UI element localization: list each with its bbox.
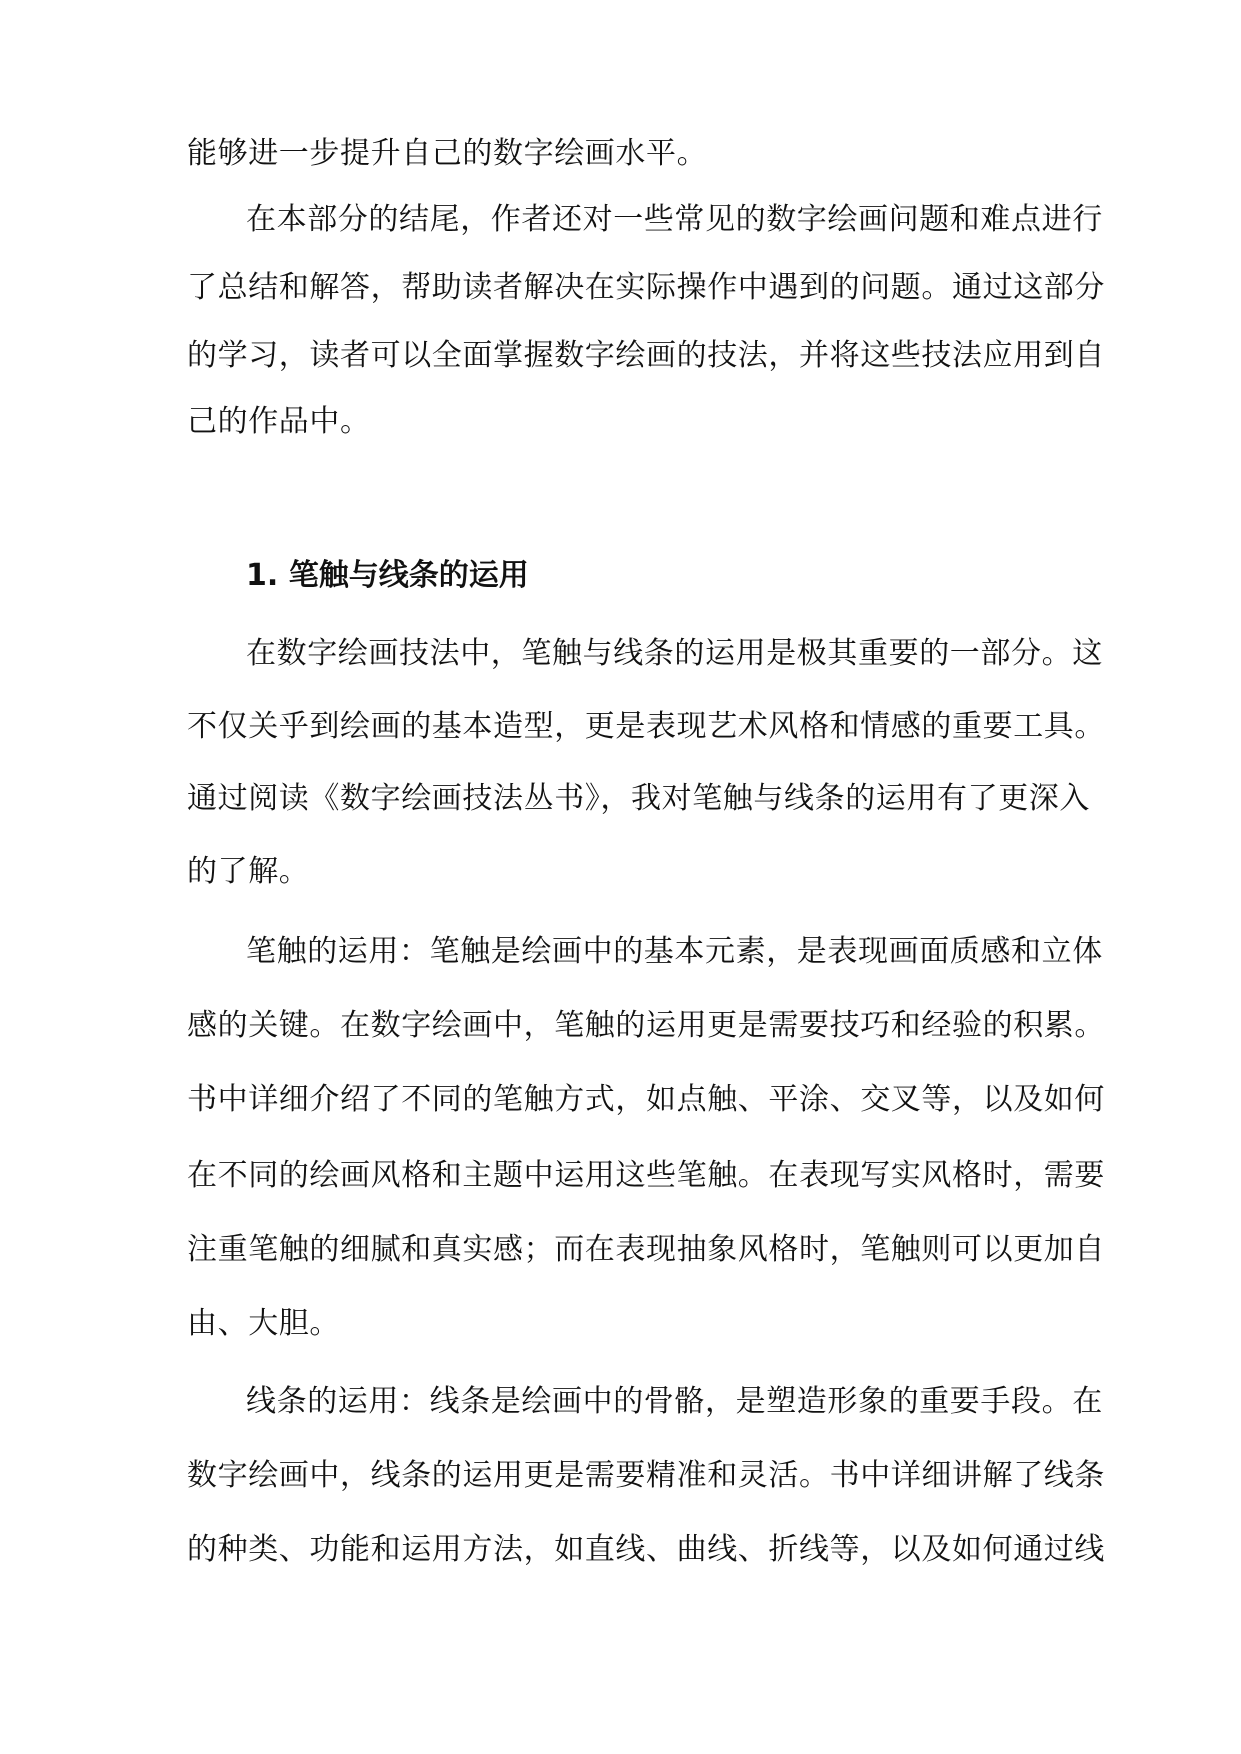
paragraph-line: 数字绘画中，线条的运用更是需要精准和灵活。书中详细讲解了线条 xyxy=(187,1458,1105,1493)
paragraph-line: 笔触的运用：笔触是绘画中的基本元素，是表现画面质感和立体 xyxy=(246,934,1103,969)
paragraph-line: 由、大胆。 xyxy=(187,1306,340,1341)
paragraph-line: 不仅关乎到绘画的基本造型，更是表现艺术风格和情感的重要工具。 xyxy=(187,709,1105,744)
paragraph-line: 在本部分的结尾，作者还对一些常见的数字绘画问题和难点进行 xyxy=(246,202,1103,237)
paragraph-line: 的了解。 xyxy=(187,854,310,889)
paragraph-line: 在不同的绘画风格和主题中运用这些笔触。在表现写实风格时，需要 xyxy=(187,1158,1105,1193)
paragraph-line: 己的作品中。 xyxy=(187,404,371,439)
paragraph-line: 的种类、功能和运用方法，如直线、曲线、折线等，以及如何通过线 xyxy=(187,1532,1105,1567)
paragraph-line: 通过阅读《数字绘画技法丛书》，我对笔触与线条的运用有了更深入 xyxy=(187,781,1090,816)
paragraph-line: 能够进一步提升自己的数字绘画水平。 xyxy=(187,136,708,171)
paragraph-line: 书中详细介绍了不同的笔触方式，如点触、平涂、交叉等，以及如何 xyxy=(187,1082,1105,1117)
paragraph-line: 的学习，读者可以全面掌握数字绘画的技法，并将这些技法应用到自 xyxy=(187,338,1105,373)
paragraph-line: 注重笔触的细腻和真实感；而在表现抽象风格时，笔触则可以更加自 xyxy=(187,1232,1105,1267)
paragraph-line: 线条的运用：线条是绘画中的骨骼，是塑造形象的重要手段。在 xyxy=(246,1384,1103,1419)
paragraph-line: 感的关键。在数字绘画中，笔触的运用更是需要技巧和经验的积累。 xyxy=(187,1008,1105,1043)
section-heading: 1. 笔触与线条的运用 xyxy=(246,558,529,593)
paragraph-line: 了总结和解答，帮助读者解决在实际操作中遇到的问题。通过这部分 xyxy=(187,270,1105,305)
paragraph-line: 在数字绘画技法中，笔触与线条的运用是极其重要的一部分。这 xyxy=(246,636,1103,671)
